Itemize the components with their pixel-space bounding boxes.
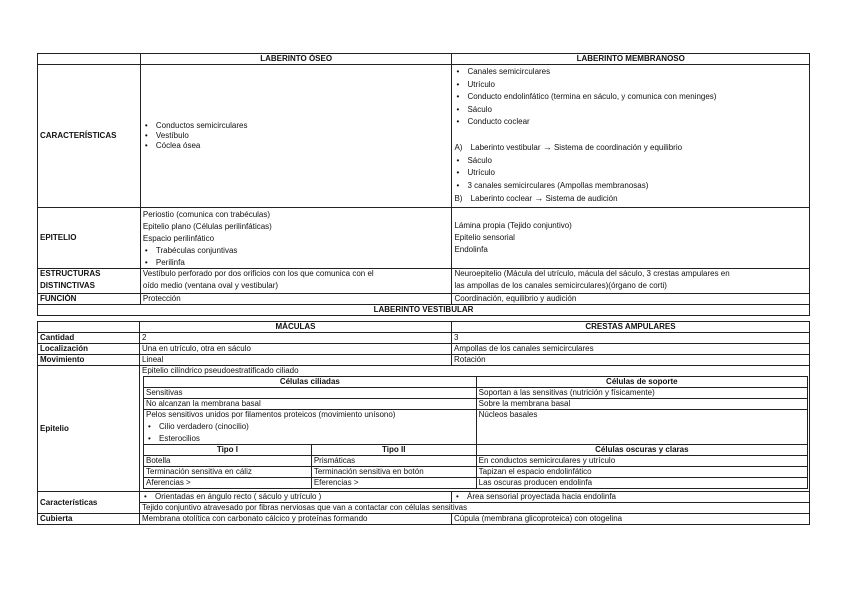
- cantidad-row: [38, 333, 810, 344]
- funcion-membranoso: Coordinación, equilibrio y audición: [452, 294, 810, 305]
- membranoso-list-1: [454, 67, 807, 127]
- cantidad-maculas: 2: [140, 333, 452, 344]
- header-laberinto-membranoso: LABERINTO MEMBRANOSO: [452, 54, 810, 65]
- localizacion-maculas: Una en utrículo, otra en sáculo: [140, 344, 452, 355]
- caracteristicas-row: [38, 65, 810, 208]
- list-item: • Utrículo: [454, 168, 807, 178]
- list-item: • 3 canales semicirculares (Ampollas membranosas): [454, 181, 807, 191]
- caracteristicas-shared: Tejido conjuntivo atravesado por fibras nerviosas que van a contactar con células sensitivas: [140, 503, 810, 514]
- laberinto-vestibular-line: A) Laberinto vestibular → Sistema de coordinación y equilibrio: [454, 142, 683, 152]
- localizacion-crestas: Ampollas de los canales semicirculares: [452, 344, 810, 355]
- cubierta-crestas: Cúpula (membrana glicoproteica) con otogelina: [452, 514, 810, 525]
- header-tipo-1: Tipo I: [144, 445, 312, 456]
- membranoso-list-2: [454, 156, 807, 191]
- tipo1-cell: Aferencias >: [144, 478, 312, 489]
- list-item: • Sáculo: [454, 156, 807, 166]
- tipo2-cell: Terminación sensitiva en botón: [311, 467, 476, 478]
- oscuras-cell: En conductos semicirculares y utrículo: [476, 456, 807, 467]
- epitelio-intro: Epitelio cilíndrico pseudoestratificado ciliado: [142, 366, 299, 375]
- epitelio-label: EPITELIO: [38, 208, 141, 269]
- cantidad-crestas: 3: [452, 333, 810, 344]
- list-item: • Orientadas en ángulo recto ( sáculo y utrículo ): [142, 492, 449, 502]
- tipo2-cell: Eferencias >: [311, 478, 476, 489]
- laberinto-coclear-line: B) Laberinto coclear → Sistema de audición: [454, 193, 618, 203]
- caracteristicas-membranoso: [452, 65, 810, 208]
- list-item: • Vestíbulo: [143, 131, 450, 141]
- estructuras-oseo: Vestíbulo perforado por dos orificios con los que comunica con el oído medio (ventana oval y vestibular): [140, 269, 452, 294]
- header-crestas-ampulares: CRESTAS AMPULARES: [452, 322, 810, 333]
- list-item: • Conductos semicirculares: [143, 121, 450, 131]
- epitelio-vestibular-label: Epitelio: [38, 366, 140, 492]
- oscuras-cell: Tapizan el espacio endolinfático: [476, 467, 807, 478]
- header-celulas-oscuras: Células oscuras y claras: [476, 445, 807, 456]
- soporte-row: Soportan a las sensitivas (nutrición y físicamente): [476, 388, 807, 399]
- epitelio-row: [38, 208, 810, 269]
- tipo2-cell: Prismáticas: [311, 456, 476, 467]
- funcion-oseo: Protección: [140, 294, 452, 305]
- cubierta-label: Cubierta: [38, 514, 140, 525]
- movimiento-row: [38, 355, 810, 366]
- cubierta-maculas: Membrana otolítica con carbonato cálcico y proteínas formando: [140, 514, 452, 525]
- list-item: • Canales semicirculares: [454, 67, 807, 77]
- list-item: • Esterocilios: [146, 434, 474, 444]
- soporte-row: Sobre la membrana basal: [476, 399, 807, 410]
- vestibular-table: [37, 321, 810, 525]
- ciliadas-row: Sensitivas: [144, 388, 477, 399]
- epitelio-oseo: Periostio (comunica con trabéculas) Epitelio plano (Células perilinfáticas) Espacio perilinfático • Trabéculas conjuntivas • Perilinfa: [140, 208, 452, 269]
- list-item: • Trabéculas conjuntivas: [143, 246, 450, 256]
- localizacion-row: [38, 344, 810, 355]
- list-item: • Cilio verdadero (cinocilio): [146, 422, 474, 432]
- estructuras-membranoso: Neuroepitelio (Mácula del utrículo, mácula del sáculo, 3 crestas ampulares en las ampollas de los canales semicirculares)(órgano de corti): [452, 269, 810, 294]
- laberinto-vestibular-title: LABERINTO VESTIBULAR: [38, 305, 810, 316]
- epitelio-vestibular-row: [38, 366, 810, 492]
- arrow-right-icon: →: [542, 142, 552, 152]
- vestibular-header-row: [38, 322, 810, 333]
- caracteristicas-vestibular-row: [38, 492, 810, 503]
- list-item: • Conducto coclear: [454, 117, 807, 127]
- tipo1-cell: Botella: [144, 456, 312, 467]
- header-celulas-ciliadas: Células ciliadas: [144, 377, 477, 388]
- movimiento-maculas: Lineal: [140, 355, 452, 366]
- list-item: • Cóclea ósea: [143, 141, 450, 151]
- header-laberinto-oseo: LABERINTO ÓSEO: [140, 54, 452, 65]
- movimiento-label: Movimiento: [38, 355, 140, 366]
- header-maculas: MÁCULAS: [140, 322, 452, 333]
- epitelio-vestibular-content: [140, 366, 810, 492]
- list-item: • Utrículo: [454, 80, 807, 90]
- caracteristicas-maculas: [140, 492, 452, 503]
- caracteristicas-label: CARACTERÍSTICAS: [38, 65, 141, 208]
- list-item: • Perilinfa: [143, 258, 450, 268]
- list-item: • Sáculo: [454, 105, 807, 115]
- caracteristicas-crestas: [452, 492, 810, 503]
- laberinto-table: [37, 53, 810, 316]
- header-tipo-2: Tipo II: [311, 445, 476, 456]
- cantidad-label: Cantidad: [38, 333, 140, 344]
- list-item: • Área sensorial proyectada hacia endolinfa: [454, 492, 807, 502]
- vestibular-title-row: [38, 305, 810, 316]
- estructuras-row: [38, 269, 810, 294]
- arrow-right-icon: →: [534, 193, 544, 203]
- estructuras-label: ESTRUCTURAS DISTINCTIVAS: [38, 269, 141, 294]
- funcion-label: FUNCIÓN: [38, 294, 141, 305]
- celulas-table: [143, 376, 808, 489]
- caracteristicas-vestibular-label: Características: [38, 492, 140, 514]
- list-item: • Conducto endolinfático (termina en sáculo, y comunica con meninges): [454, 92, 807, 102]
- header-celulas-soporte: Células de soporte: [476, 377, 807, 388]
- ciliadas-row: No alcanzan la membrana basal: [144, 399, 477, 410]
- epitelio-membranoso: Lámina propia (Tejido conjuntivo) Epitelio sensorial Endolinfa: [452, 208, 810, 269]
- caracteristicas-oseo: [140, 65, 452, 208]
- tipo1-cell: Terminación sensitiva en cáliz: [144, 467, 312, 478]
- localizacion-label: Localización: [38, 344, 140, 355]
- soporte-row: Núcleos basales: [476, 410, 807, 445]
- cubierta-row: [38, 514, 810, 525]
- ciliadas-row: Pelos sensitivos unidos por filamentos proteicos (movimiento unísono) • Cilio verdadero (cinocilio) • Esterocilios: [144, 410, 477, 445]
- oscuras-cell: Las oscuras producen endolinfa: [476, 478, 807, 489]
- movimiento-crestas: Rotación: [452, 355, 810, 366]
- header-row: [38, 54, 810, 65]
- funcion-row: [38, 294, 810, 305]
